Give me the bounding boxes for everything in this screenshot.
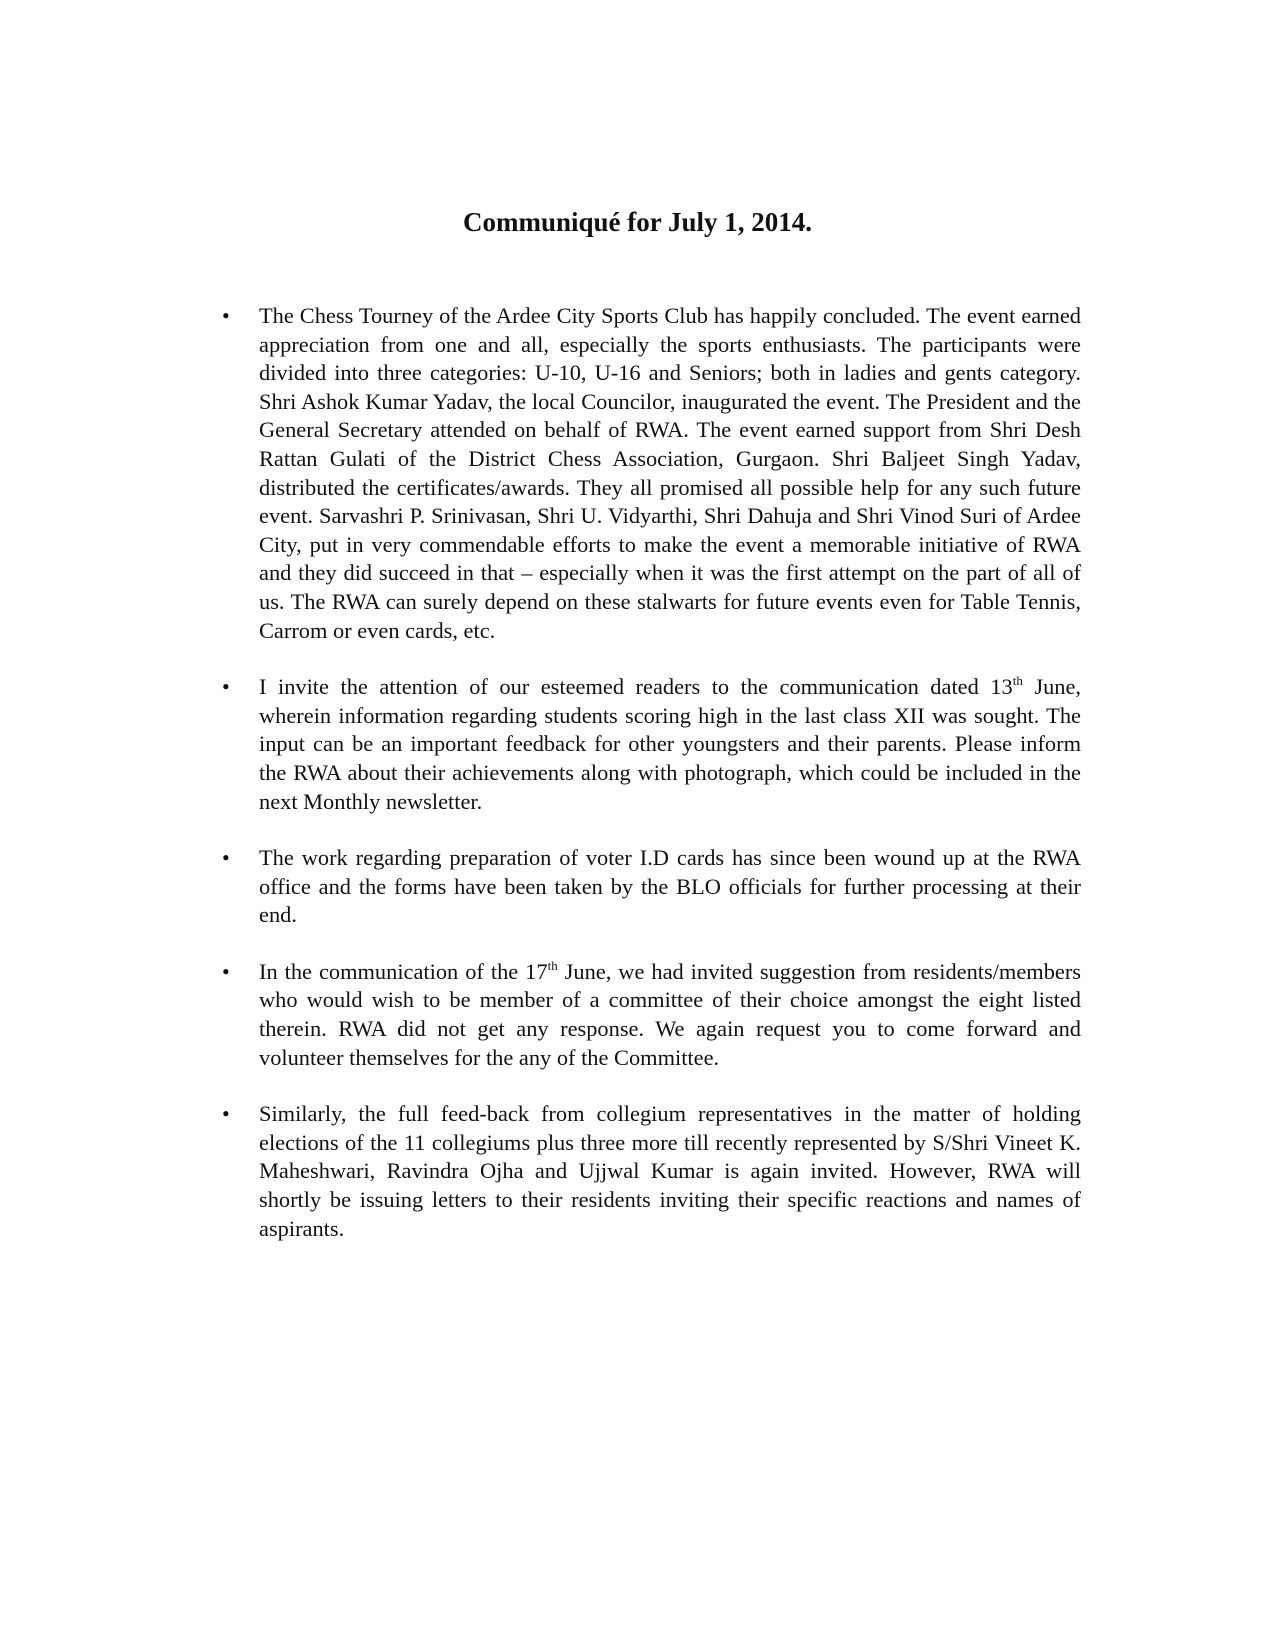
list-item-student-achievements [0,673,1275,816]
paragraph-committee [259,958,1081,1072]
bullet-icon: • [222,674,230,700]
list-item-voter-id [0,844,1275,930]
ordinal-suffix: th [1012,673,1023,689]
paragraph-chess-tourney: The Chess Tourney of the Ardee City Sports Club has happily concluded. The event earned appreciation from one and all, especially the sports enthusiasts. The participants were divided into three categories: U-10, U-16 and Seniors; both in ladies and gents category. Shri Ashok Kumar Yadav, the local Councilor, inaugurated the event. The President and the General Secretary attended on behalf of RWA. The event earned support from Shri Desh Rattan Gulati of the District Chess Association, Gurgaon. Shri Baljeet Singh Yadav, distributed the certificates/awards. They all promised all possible help for any such future event. Sarvashri P. Srinivasan, Shri U. Vidyarthi, Shri Dahuja and Shri Vinod Suri of Ardee City, put in very commendable efforts to make the event a memorable initiative of RWA and they did succeed in that – especially when it was the first attempt on the part of all of us. The RWA can surely depend on these stalwarts for future events even for Table Tennis, Carrom or even cards, etc. [259,303,1081,643]
document-title: Communiqué for July 1, 2014. [462,207,813,237]
bullet-icon: • [222,958,230,984]
list-item-chess-tourney [0,302,1275,645]
paragraph-collegium-feedback: Similarly, the full feed-back from collegium representatives in the matter of holding elections of the 11 collegiums plus three more till recently represented by S/Shri Vineet K. Maheshwari, Ravindra Ojha and Ujjwal Kumar is again invited. However, RWA will shortly be issuing letters to their residents inviting their specific reactions and names of aspirants. [259,1101,1081,1241]
paragraph-text-before: I invite the attention of our esteemed readers to the communication dated 13 [259,674,1013,700]
ordinal-suffix: th [547,957,558,973]
list-item-collegium-feedback [0,1100,1275,1243]
communique-bullet-list [0,302,1275,1271]
bullet-icon: • [222,1101,230,1127]
bullet-icon: • [222,845,230,871]
list-item-committee [0,958,1275,1072]
paragraph-text-after: June, wherein information regarding students scoring high in the last class XII was sought. The input can be an important feedback for other youngsters and their parents. Please inform the RWA about their achievements along with photograph, which could be included in the next Monthly newsletter. [259,674,1081,814]
paragraph-text-before: In the communication of the 17 [259,958,548,984]
paragraph-voter-id: The work regarding preparation of voter I.D cards has since been wound up at the RWA office and the forms have been taken by the BLO officials for further processing at their end. [259,845,1081,928]
bullet-icon: • [222,303,230,328]
paragraph-text-after: June, we had invited suggestion from residents/members who would wish to be member of a committee of their choice amongst the eight listed therein. RWA did not get any response. We again request you to come forward and volunteer themselves for the any of the Committee. [259,958,1081,1070]
paragraph-student-achievements [259,673,1081,816]
